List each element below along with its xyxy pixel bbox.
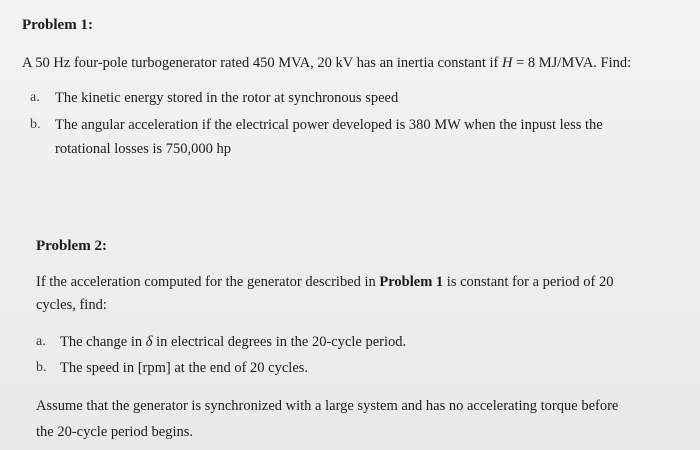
problem-1-item-b-continued: rotational losses is 750,000 hp (55, 141, 232, 157)
problem-1-intro (22, 55, 631, 72)
problem-1-item-a: The kinetic energy stored in the rotor at synchronous speed (55, 90, 399, 106)
problem-1-item-b: The angular acceleration if the electrical power developed is 380 MW when the inpust less the (55, 117, 603, 133)
problem-reference: Problem 1 (379, 274, 444, 290)
item-marker: b. (36, 360, 47, 375)
inertia-symbol: H (501, 55, 513, 71)
problem-2-intro (36, 274, 614, 291)
problem-2-item-a (60, 334, 406, 351)
problem-2-intro-continued: cycles, find: (36, 297, 107, 313)
problem-2-note: Assume that the generator is synchronized with a large system and has no accelerating torque before (36, 398, 619, 414)
problem-2-title: Problem 2: (36, 238, 107, 254)
problem-2-item-a-start: The change in (60, 334, 146, 350)
problem-2-intro-end: is constant for a period of 20 (443, 274, 614, 290)
problem-1-title: Problem 1: (22, 17, 93, 33)
item-marker: b. (30, 117, 41, 132)
problem-1-intro-end: = 8 MJ/MVA. Find: (512, 55, 632, 71)
item-marker: a. (30, 90, 40, 105)
problem-2-intro-start: If the acceleration computed for the generator described in (36, 274, 380, 290)
problem-2-item-a-end: in electrical degrees in the 20-cycle period. (152, 334, 407, 350)
item-marker: a. (36, 334, 46, 349)
problem-1-intro-start: A 50 Hz four-pole turbogenerator rated 450 MVA, 20 kV has an inertia constant if (22, 55, 502, 71)
problem-2-item-b: The speed in [rpm] at the end of 20 cycles. (60, 360, 309, 376)
problem-2-note-continued: the 20-cycle period begins. (36, 424, 194, 440)
delta-symbol: δ (145, 334, 153, 350)
